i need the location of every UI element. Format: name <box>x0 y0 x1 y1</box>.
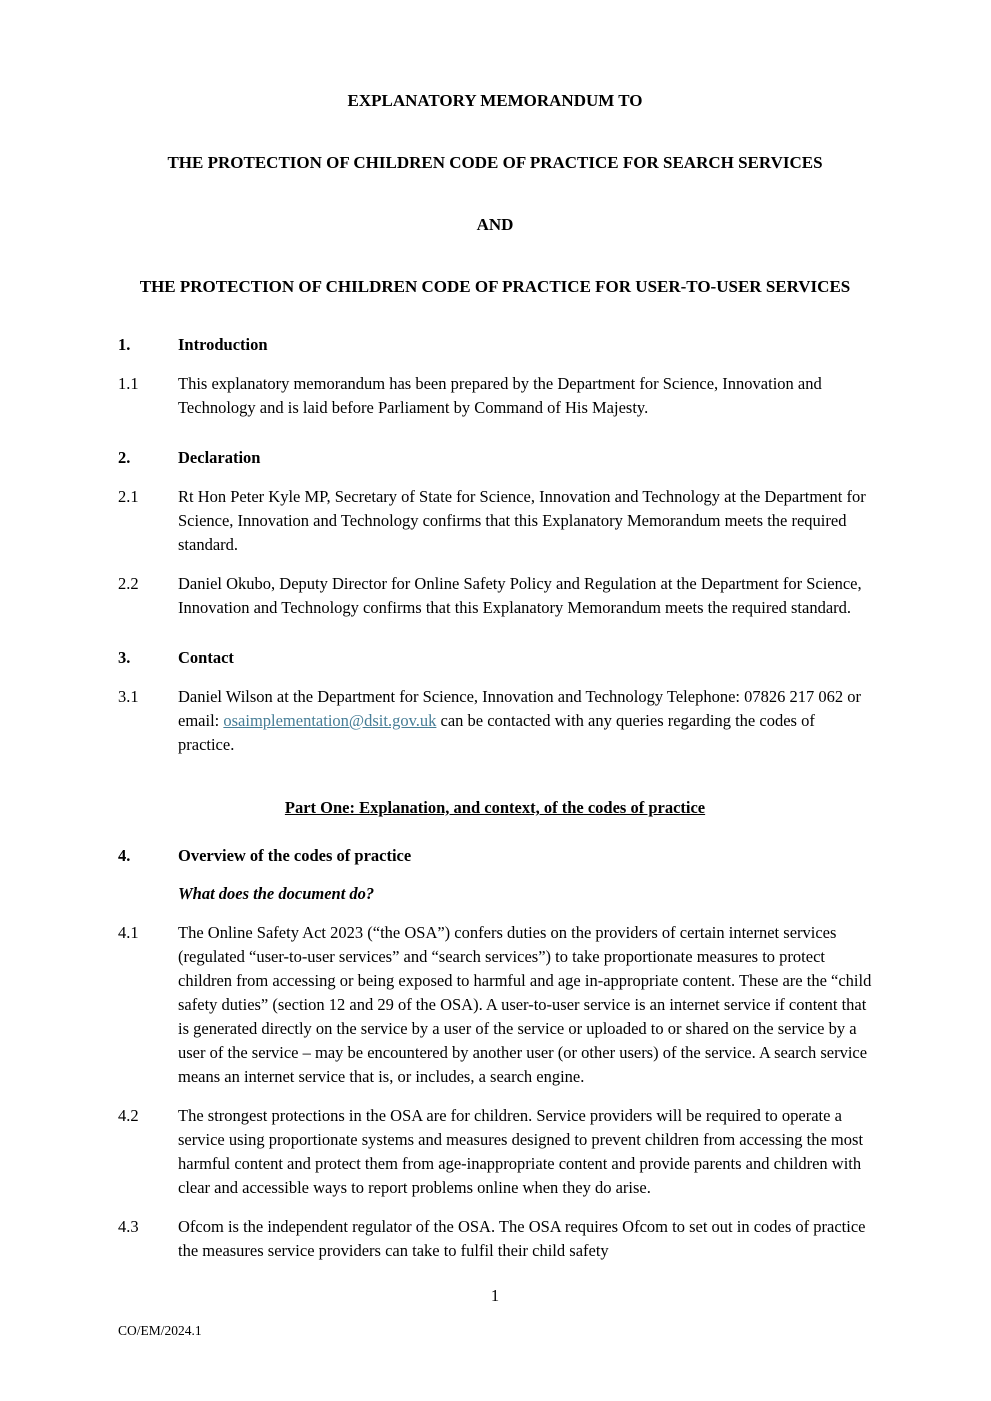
paragraph-3-1 <box>118 685 872 757</box>
part-one-heading: Part One: Explanation, and context, of the codes of practice <box>284 798 706 817</box>
paragraph-4-1 <box>118 921 872 1089</box>
paragraph-text: The Online Safety Act 2023 (“the OSA”) confers duties on the providers of certain internet services (regulated “user-to-user services” and “search services”) to take proportionate measures to protect children from accessing or being exposed to harmful and age in-appropriate content. These are the “child safety duties” (section 12 and 29 of the OSA). A user-to-user service is an internet service if content that is generated directly on the service by a user of the service or uploaded to or shared on the service by a user of the service – may be encountered by another user (or other users) of the service. A search service means an internet service that is, or includes, a search engine. <box>178 923 872 1086</box>
title-line-2: THE PROTECTION OF CHILDREN CODE OF PRACTICE FOR SEARCH SERVICES <box>167 153 823 172</box>
section-heading-overview <box>118 844 872 868</box>
email-link[interactable]: osaimplementation@dsit.gov.uk <box>223 711 437 730</box>
paragraph-text <box>178 685 872 757</box>
section-title: Declaration <box>178 448 261 467</box>
section-number: 1. <box>118 335 131 354</box>
title-line-3: AND <box>476 215 514 234</box>
paragraph-2-2 <box>118 572 872 620</box>
paragraph-text-after-link: can be contacted with any queries regarding the codes of practice. <box>178 711 815 754</box>
document-reference: CO/EM/2024.1 <box>118 1323 202 1338</box>
paragraph-4-2 <box>118 1104 872 1200</box>
section-title: Introduction <box>178 335 268 354</box>
section-heading-contact <box>118 646 872 670</box>
paragraph-number: 4.3 <box>118 1217 139 1236</box>
paragraph-number: 1.1 <box>118 374 139 393</box>
section-number: 2. <box>118 448 131 467</box>
section-number: 3. <box>118 648 131 667</box>
paragraph-number: 2.2 <box>118 574 139 593</box>
section-heading-declaration <box>118 446 872 470</box>
paragraph-text: Rt Hon Peter Kyle MP, Secretary of State for Science, Innovation and Technology at the Department for Science, Innovation and Technology confirms that this Explanatory Memorandum meets the required standard. <box>178 487 866 554</box>
paragraph-text: Daniel Okubo, Deputy Director for Online Safety Policy and Regulation at the Department for Science, Innovation and Technology confirms that this Explanatory Memorandum meets the required standard. <box>178 574 862 617</box>
title-line-4: THE PROTECTION OF CHILDREN CODE OF PRACTICE FOR USER-TO-USER SERVICES <box>139 277 851 296</box>
paragraph-2-1 <box>118 485 872 557</box>
paragraph-number: 4.1 <box>118 923 139 942</box>
paragraph-number: 2.1 <box>118 487 139 506</box>
sub-heading-what-does-the-document-do: What does the document do? <box>178 884 375 903</box>
paragraph-text: This explanatory memorandum has been prepared by the Department for Science, Innovation and Technology and is laid before Parliament by Command of His Majesty. <box>178 374 822 417</box>
paragraph-number: 4.2 <box>118 1106 139 1125</box>
section-number: 4. <box>118 846 131 865</box>
document-title-block <box>118 88 872 299</box>
page-number: 1 <box>490 1286 500 1305</box>
section-heading-introduction <box>118 333 872 357</box>
paragraph-text-before-link: Daniel Wilson at the Department for Science, Innovation and Technology Telephone: 07826 217 062 or email: <box>178 687 861 730</box>
title-line-1: EXPLANATORY MEMORANDUM TO <box>347 91 643 110</box>
paragraph-number: 3.1 <box>118 687 139 706</box>
paragraph-text: Ofcom is the independent regulator of the OSA. The OSA requires Ofcom to set out in codes of practice the measures service providers can take to fulfil their child safety <box>178 1217 866 1260</box>
paragraph-1-1 <box>118 372 872 420</box>
paragraph-text: The strongest protections in the OSA are for children. Service providers will be required to operate a service using proportionate systems and measures designed to prevent children from accessing the most harmful content and protect them from age-inappropriate content and provide parents and children with clear and accessible ways to report problems online when they do arise. <box>178 1106 864 1197</box>
section-title: Contact <box>178 648 234 667</box>
section-title: Overview of the codes of practice <box>178 846 412 865</box>
paragraph-4-3 <box>118 1215 872 1263</box>
